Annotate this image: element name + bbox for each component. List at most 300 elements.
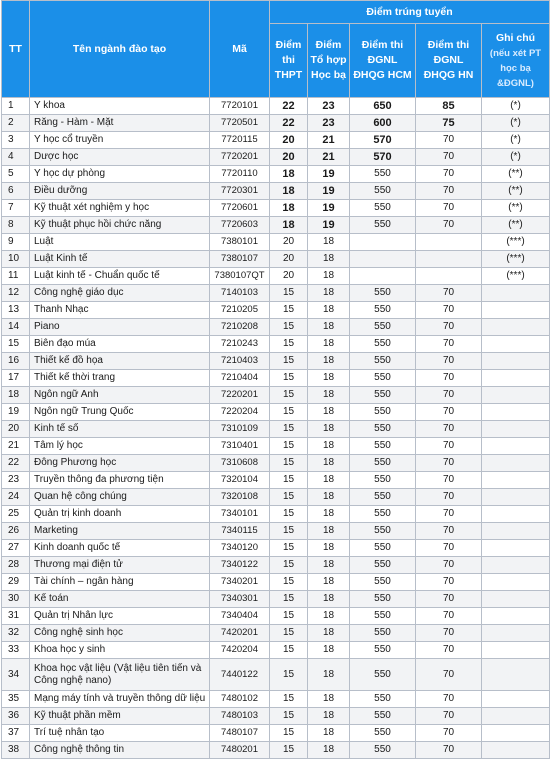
row-tt: 19 <box>2 404 30 421</box>
row-hocba-score: 18 <box>308 336 350 353</box>
table-row <box>2 217 550 234</box>
header-score-group: Điểm trúng tuyển <box>270 1 550 24</box>
row-dgnl-hcm-score <box>350 234 416 251</box>
table-row <box>2 691 550 708</box>
row-note: (**) <box>482 166 550 183</box>
row-hocba-score: 18 <box>308 472 350 489</box>
row-code: 7340122 <box>210 557 270 574</box>
row-thpt-score: 15 <box>270 557 308 574</box>
row-thpt-score: 15 <box>270 302 308 319</box>
row-thpt-score: 15 <box>270 489 308 506</box>
row-tt: 36 <box>2 708 30 725</box>
row-program-name: Thanh Nhạc <box>30 302 210 319</box>
header-dgnl-hn: Điểm thi ĐGNL ĐHQG HN <box>416 24 482 98</box>
row-dgnl-hcm-score: 550 <box>350 691 416 708</box>
row-program-name: Piano <box>30 319 210 336</box>
row-code: 7480201 <box>210 742 270 759</box>
row-dgnl-hn-score: 70 <box>416 302 482 319</box>
row-tt: 13 <box>2 302 30 319</box>
row-thpt-score: 15 <box>270 353 308 370</box>
header-code: Mã <box>210 1 270 98</box>
row-code: 7380101 <box>210 234 270 251</box>
row-note <box>482 336 550 353</box>
row-note <box>482 523 550 540</box>
row-thpt-score: 15 <box>270 472 308 489</box>
row-tt: 15 <box>2 336 30 353</box>
row-thpt-score: 15 <box>270 659 308 691</box>
row-thpt-score: 15 <box>270 608 308 625</box>
row-thpt-score: 15 <box>270 370 308 387</box>
row-dgnl-hn-score: 70 <box>416 353 482 370</box>
row-program-name: Luật <box>30 234 210 251</box>
row-thpt-score: 20 <box>270 251 308 268</box>
row-thpt-score: 15 <box>270 642 308 659</box>
row-tt: 2 <box>2 115 30 132</box>
row-hocba-score: 18 <box>308 625 350 642</box>
row-note <box>482 489 550 506</box>
row-program-name: Công nghệ sinh học <box>30 625 210 642</box>
row-dgnl-hcm-score: 550 <box>350 591 416 608</box>
row-thpt-score: 20 <box>270 268 308 285</box>
row-hocba-score: 18 <box>308 455 350 472</box>
row-program-name: Đông Phương học <box>30 455 210 472</box>
row-program-name: Marketing <box>30 523 210 540</box>
row-hocba-score: 23 <box>308 115 350 132</box>
row-dgnl-hn-score: 70 <box>416 742 482 759</box>
row-code: 7220204 <box>210 404 270 421</box>
row-note <box>482 421 550 438</box>
row-thpt-score: 15 <box>270 523 308 540</box>
row-dgnl-hn-score <box>416 251 482 268</box>
row-note <box>482 302 550 319</box>
row-dgnl-hcm-score: 550 <box>350 557 416 574</box>
row-tt: 30 <box>2 591 30 608</box>
row-hocba-score: 18 <box>308 506 350 523</box>
table-row <box>2 183 550 200</box>
row-dgnl-hn-score: 70 <box>416 625 482 642</box>
row-code: 7320108 <box>210 489 270 506</box>
row-hocba-score: 18 <box>308 353 350 370</box>
row-dgnl-hcm-score: 600 <box>350 115 416 132</box>
row-code: 7440122 <box>210 659 270 691</box>
row-dgnl-hcm-score: 550 <box>350 166 416 183</box>
table-row <box>2 149 550 166</box>
row-hocba-score: 18 <box>308 557 350 574</box>
row-code: 7140103 <box>210 285 270 302</box>
table-row <box>2 523 550 540</box>
table-row <box>2 115 550 132</box>
row-thpt-score: 15 <box>270 591 308 608</box>
table-row <box>2 98 550 115</box>
row-dgnl-hn-score: 70 <box>416 387 482 404</box>
row-thpt-score: 15 <box>270 506 308 523</box>
row-note <box>482 472 550 489</box>
row-dgnl-hn-score: 70 <box>416 455 482 472</box>
row-thpt-score: 22 <box>270 98 308 115</box>
table-row <box>2 234 550 251</box>
table-row <box>2 132 550 149</box>
table-row <box>2 540 550 557</box>
row-dgnl-hn-score: 70 <box>416 608 482 625</box>
table-row <box>2 725 550 742</box>
row-program-name: Khoa học vật liệu (Vật liệu tiên tiến và Công nghệ nano) <box>30 659 210 691</box>
row-hocba-score: 18 <box>308 642 350 659</box>
row-dgnl-hcm-score: 550 <box>350 742 416 759</box>
row-dgnl-hn-score: 70 <box>416 166 482 183</box>
row-thpt-score: 15 <box>270 742 308 759</box>
row-tt: 11 <box>2 268 30 285</box>
row-dgnl-hcm-score <box>350 251 416 268</box>
row-dgnl-hn-score: 70 <box>416 506 482 523</box>
row-tt: 7 <box>2 200 30 217</box>
row-code: 7320104 <box>210 472 270 489</box>
row-tt: 4 <box>2 149 30 166</box>
row-tt: 27 <box>2 540 30 557</box>
row-hocba-score: 23 <box>308 98 350 115</box>
row-note: (*) <box>482 98 550 115</box>
table-row <box>2 659 550 691</box>
row-note: (*) <box>482 115 550 132</box>
row-dgnl-hn-score: 70 <box>416 591 482 608</box>
row-program-name: Kinh doanh quốc tế <box>30 540 210 557</box>
row-code: 7720101 <box>210 98 270 115</box>
row-note: (**) <box>482 183 550 200</box>
row-program-name: Tài chính – ngân hàng <box>30 574 210 591</box>
row-note <box>482 659 550 691</box>
table-row <box>2 387 550 404</box>
row-tt: 1 <box>2 98 30 115</box>
row-program-name: Dược học <box>30 149 210 166</box>
row-program-name: Thiết kế đồ họa <box>30 353 210 370</box>
table-row <box>2 319 550 336</box>
row-note: (***) <box>482 234 550 251</box>
row-program-name: Truyền thông đa phương tiện <box>30 472 210 489</box>
row-tt: 16 <box>2 353 30 370</box>
row-dgnl-hn-score: 70 <box>416 489 482 506</box>
row-code: 7480107 <box>210 725 270 742</box>
row-code: 7380107 <box>210 251 270 268</box>
header-note-sub: (nếu xét PT học bạ &ĐGNL) <box>489 47 542 89</box>
table-row <box>2 506 550 523</box>
row-tt: 20 <box>2 421 30 438</box>
table-row <box>2 708 550 725</box>
row-tt: 25 <box>2 506 30 523</box>
row-dgnl-hn-score: 70 <box>416 472 482 489</box>
row-thpt-score: 15 <box>270 691 308 708</box>
row-tt: 34 <box>2 659 30 691</box>
row-note <box>482 455 550 472</box>
row-hocba-score: 18 <box>308 708 350 725</box>
table-row <box>2 489 550 506</box>
row-program-name: Kỹ thuật xét nghiệm y học <box>30 200 210 217</box>
row-dgnl-hcm-score: 570 <box>350 149 416 166</box>
row-thpt-score: 15 <box>270 625 308 642</box>
row-tt: 5 <box>2 166 30 183</box>
table-row <box>2 353 550 370</box>
row-code: 7340201 <box>210 574 270 591</box>
row-dgnl-hn-score: 70 <box>416 319 482 336</box>
row-hocba-score: 18 <box>308 523 350 540</box>
row-program-name: Kế toán <box>30 591 210 608</box>
row-note <box>482 642 550 659</box>
row-tt: 24 <box>2 489 30 506</box>
row-dgnl-hn-score: 70 <box>416 336 482 353</box>
row-code: 7480103 <box>210 708 270 725</box>
row-dgnl-hcm-score: 550 <box>350 642 416 659</box>
row-dgnl-hcm-score: 550 <box>350 574 416 591</box>
row-tt: 14 <box>2 319 30 336</box>
row-note <box>482 708 550 725</box>
row-hocba-score: 18 <box>308 725 350 742</box>
row-code: 7420204 <box>210 642 270 659</box>
row-code: 7210403 <box>210 353 270 370</box>
row-code: 7340301 <box>210 591 270 608</box>
row-dgnl-hn-score: 70 <box>416 540 482 557</box>
row-tt: 18 <box>2 387 30 404</box>
row-note <box>482 319 550 336</box>
row-dgnl-hcm-score: 550 <box>350 319 416 336</box>
row-program-name: Luật kinh tế - Chuẩn quốc tế <box>30 268 210 285</box>
row-dgnl-hcm-score: 550 <box>350 659 416 691</box>
row-note <box>482 370 550 387</box>
row-thpt-score: 15 <box>270 725 308 742</box>
table-row <box>2 438 550 455</box>
table-row <box>2 472 550 489</box>
row-program-name: Công nghệ giáo dục <box>30 285 210 302</box>
header-note-title: Ghi chú <box>495 31 536 44</box>
row-note <box>482 625 550 642</box>
row-dgnl-hn-score: 70 <box>416 557 482 574</box>
row-program-name: Biên đạo múa <box>30 336 210 353</box>
header-tt: TT <box>2 1 30 98</box>
row-note: (***) <box>482 251 550 268</box>
row-dgnl-hcm-score: 550 <box>350 387 416 404</box>
row-dgnl-hn-score <box>416 268 482 285</box>
row-tt: 17 <box>2 370 30 387</box>
row-program-name: Khoa học y sinh <box>30 642 210 659</box>
row-note <box>482 574 550 591</box>
row-dgnl-hcm-score: 550 <box>350 183 416 200</box>
row-dgnl-hn-score: 70 <box>416 149 482 166</box>
table-row <box>2 421 550 438</box>
row-hocba-score: 18 <box>308 302 350 319</box>
row-dgnl-hn-score: 70 <box>416 183 482 200</box>
row-dgnl-hn-score: 70 <box>416 523 482 540</box>
row-thpt-score: 18 <box>270 166 308 183</box>
row-thpt-score: 15 <box>270 421 308 438</box>
row-tt: 33 <box>2 642 30 659</box>
row-hocba-score: 18 <box>308 540 350 557</box>
row-note <box>482 285 550 302</box>
row-note <box>482 387 550 404</box>
row-note: (***) <box>482 268 550 285</box>
row-dgnl-hn-score: 70 <box>416 200 482 217</box>
row-program-name: Quan hệ công chúng <box>30 489 210 506</box>
row-hocba-score: 18 <box>308 404 350 421</box>
header-program-name: Tên ngành đào tạo <box>30 1 210 98</box>
row-dgnl-hn-score: 70 <box>416 132 482 149</box>
row-code: 7210205 <box>210 302 270 319</box>
row-dgnl-hcm-score <box>350 268 416 285</box>
row-thpt-score: 15 <box>270 455 308 472</box>
row-dgnl-hn-score: 70 <box>416 404 482 421</box>
row-code: 7210243 <box>210 336 270 353</box>
row-program-name: Quản trị Nhân lực <box>30 608 210 625</box>
row-thpt-score: 22 <box>270 115 308 132</box>
row-thpt-score: 20 <box>270 149 308 166</box>
row-thpt-score: 18 <box>270 200 308 217</box>
row-tt: 28 <box>2 557 30 574</box>
row-tt: 23 <box>2 472 30 489</box>
admission-scores-table <box>1 0 550 759</box>
row-hocba-score: 18 <box>308 742 350 759</box>
row-thpt-score: 15 <box>270 285 308 302</box>
row-thpt-score: 15 <box>270 319 308 336</box>
row-program-name: Điều dưỡng <box>30 183 210 200</box>
row-hocba-score: 18 <box>308 234 350 251</box>
row-note <box>482 608 550 625</box>
row-hocba-score: 18 <box>308 421 350 438</box>
row-thpt-score: 15 <box>270 574 308 591</box>
row-dgnl-hcm-score: 550 <box>350 285 416 302</box>
row-dgnl-hcm-score: 550 <box>350 438 416 455</box>
row-dgnl-hcm-score: 550 <box>350 217 416 234</box>
row-thpt-score: 15 <box>270 404 308 421</box>
table-row <box>2 625 550 642</box>
row-note <box>482 691 550 708</box>
row-dgnl-hcm-score: 550 <box>350 472 416 489</box>
row-tt: 35 <box>2 691 30 708</box>
row-thpt-score: 15 <box>270 336 308 353</box>
row-hocba-score: 19 <box>308 200 350 217</box>
row-program-name: Quản trị kinh doanh <box>30 506 210 523</box>
row-tt: 21 <box>2 438 30 455</box>
table-row <box>2 285 550 302</box>
row-hocba-score: 19 <box>308 166 350 183</box>
row-program-name: Kỹ thuật phục hồi chức năng <box>30 217 210 234</box>
row-program-name: Ngôn ngữ Anh <box>30 387 210 404</box>
row-program-name: Tâm lý học <box>30 438 210 455</box>
table-row <box>2 336 550 353</box>
row-hocba-score: 18 <box>308 251 350 268</box>
row-dgnl-hcm-score: 550 <box>350 725 416 742</box>
row-program-name: Kỹ thuật phần mềm <box>30 708 210 725</box>
row-tt: 38 <box>2 742 30 759</box>
row-hocba-score: 18 <box>308 591 350 608</box>
row-dgnl-hcm-score: 550 <box>350 455 416 472</box>
header-note <box>482 24 550 98</box>
row-dgnl-hcm-score: 550 <box>350 708 416 725</box>
row-hocba-score: 18 <box>308 285 350 302</box>
row-hocba-score: 18 <box>308 489 350 506</box>
row-dgnl-hcm-score: 550 <box>350 336 416 353</box>
table-row <box>2 166 550 183</box>
table-row <box>2 591 550 608</box>
row-dgnl-hn-score: 70 <box>416 285 482 302</box>
row-hocba-score: 18 <box>308 574 350 591</box>
row-hocba-score: 18 <box>308 319 350 336</box>
table-row <box>2 251 550 268</box>
row-note <box>482 404 550 421</box>
row-dgnl-hcm-score: 550 <box>350 353 416 370</box>
table-row <box>2 557 550 574</box>
row-tt: 26 <box>2 523 30 540</box>
row-note: (**) <box>482 217 550 234</box>
row-program-name: Trí tuệ nhân tạo <box>30 725 210 742</box>
row-dgnl-hn-score: 85 <box>416 98 482 115</box>
table-row <box>2 642 550 659</box>
row-code: 7720110 <box>210 166 270 183</box>
table-row <box>2 608 550 625</box>
header-dgnl-hcm: Điểm thi ĐGNL ĐHQG HCM <box>350 24 416 98</box>
row-hocba-score: 18 <box>308 659 350 691</box>
row-program-name: Mạng máy tính và truyền thông dữ liệu <box>30 691 210 708</box>
row-hocba-score: 18 <box>308 608 350 625</box>
row-dgnl-hcm-score: 550 <box>350 302 416 319</box>
row-dgnl-hn-score: 70 <box>416 725 482 742</box>
row-code: 7340404 <box>210 608 270 625</box>
row-hocba-score: 21 <box>308 149 350 166</box>
row-note <box>482 591 550 608</box>
row-dgnl-hn-score: 70 <box>416 574 482 591</box>
row-note <box>482 557 550 574</box>
row-dgnl-hn-score <box>416 234 482 251</box>
row-note <box>482 540 550 557</box>
row-code: 7380107QT <box>210 268 270 285</box>
row-code: 7220201 <box>210 387 270 404</box>
row-thpt-score: 15 <box>270 708 308 725</box>
row-code: 7720115 <box>210 132 270 149</box>
row-dgnl-hn-score: 70 <box>416 421 482 438</box>
row-dgnl-hn-score: 70 <box>416 659 482 691</box>
row-program-name: Y khoa <box>30 98 210 115</box>
row-tt: 9 <box>2 234 30 251</box>
row-note <box>482 725 550 742</box>
row-program-name: Y học dự phòng <box>30 166 210 183</box>
row-program-name: Luật Kinh tế <box>30 251 210 268</box>
row-dgnl-hn-score: 75 <box>416 115 482 132</box>
row-program-name: Thiết kế thời trang <box>30 370 210 387</box>
row-program-name: Y học cổ truyền <box>30 132 210 149</box>
row-thpt-score: 18 <box>270 183 308 200</box>
row-note: (**) <box>482 200 550 217</box>
row-thpt-score: 18 <box>270 217 308 234</box>
row-note <box>482 506 550 523</box>
row-tt: 8 <box>2 217 30 234</box>
row-dgnl-hcm-score: 550 <box>350 540 416 557</box>
row-note: (*) <box>482 149 550 166</box>
row-tt: 6 <box>2 183 30 200</box>
row-tt: 31 <box>2 608 30 625</box>
row-thpt-score: 20 <box>270 234 308 251</box>
row-code: 7210404 <box>210 370 270 387</box>
row-code: 7340115 <box>210 523 270 540</box>
row-code: 7210208 <box>210 319 270 336</box>
row-dgnl-hcm-score: 550 <box>350 506 416 523</box>
row-tt: 29 <box>2 574 30 591</box>
row-hocba-score: 18 <box>308 387 350 404</box>
row-code: 7480102 <box>210 691 270 708</box>
row-program-name: Công nghệ thông tin <box>30 742 210 759</box>
row-code: 7720301 <box>210 183 270 200</box>
row-code: 7340120 <box>210 540 270 557</box>
row-code: 7310109 <box>210 421 270 438</box>
table-row <box>2 302 550 319</box>
row-dgnl-hn-score: 70 <box>416 217 482 234</box>
row-dgnl-hcm-score: 650 <box>350 98 416 115</box>
row-dgnl-hcm-score: 550 <box>350 625 416 642</box>
row-code: 7720601 <box>210 200 270 217</box>
